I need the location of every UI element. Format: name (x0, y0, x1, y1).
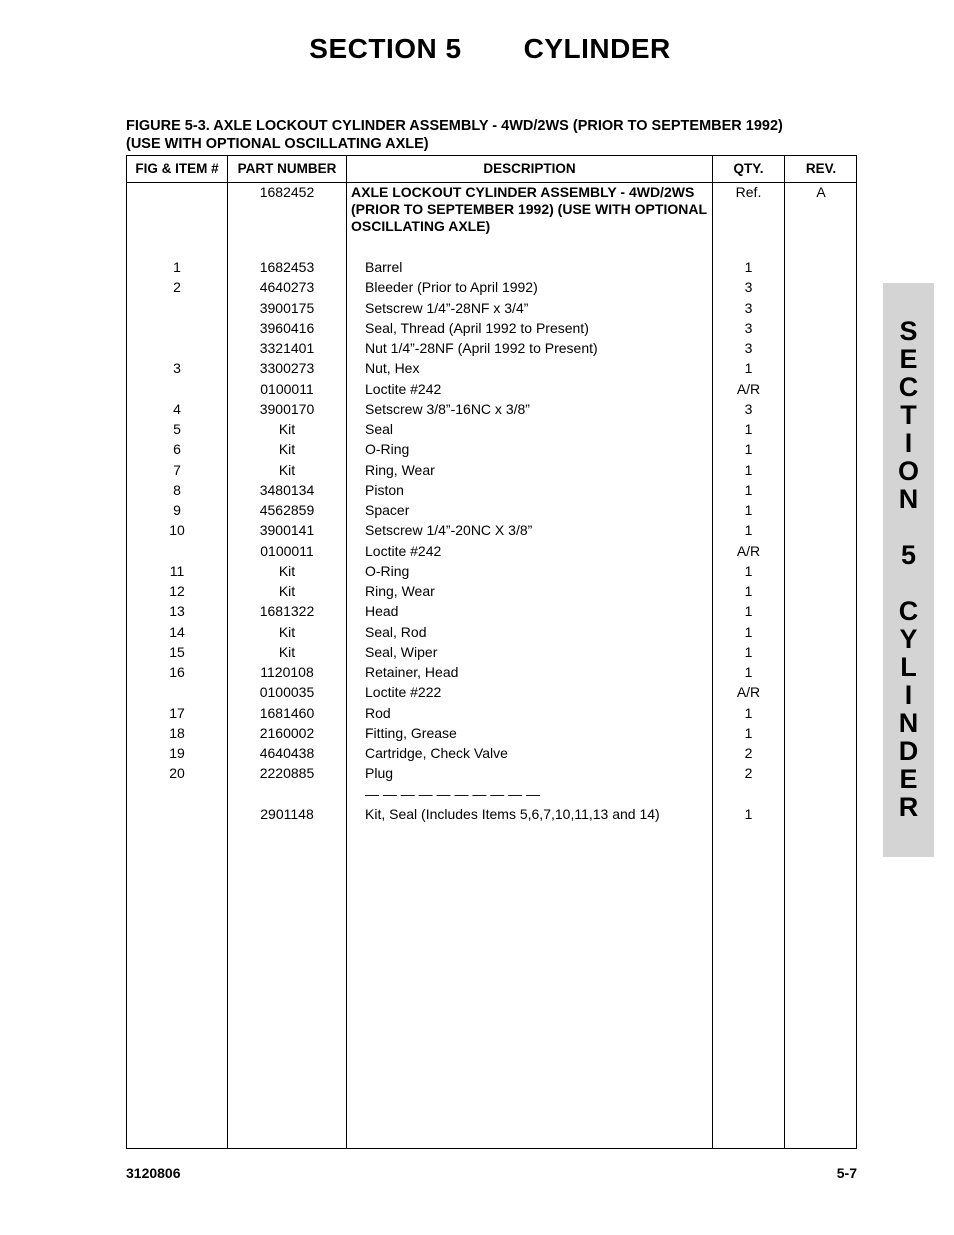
fig-item-cell: 17 (169, 705, 185, 721)
fig-item-cell: 20 (169, 765, 185, 781)
qty-cell: 1 (744, 360, 753, 376)
side-tab-letter: O (897, 456, 919, 486)
fig-item-cell: 7 (173, 462, 181, 478)
part-number-cell: Kit (278, 583, 296, 599)
assembly-description: AXLE LOCKOUT CYLINDER ASSEMBLY - 4WD/2WS (PRIOR TO SEPTEMBER 1992) (USE WITH OPTIONAL OSCILLATING AXLE) (351, 184, 707, 234)
description-cell: Head (365, 603, 399, 619)
part-number-cell: Kit (278, 421, 296, 437)
description-cell: Fitting, Grease (365, 725, 457, 741)
side-tab-letter: R (898, 792, 919, 822)
document-number: 3120806 (126, 1165, 181, 1181)
description-cell: Setscrew 3/8”-16NC x 3/8” (365, 401, 530, 417)
description-cell: Seal, Rod (365, 624, 427, 640)
part-number-cell: Kit (278, 563, 296, 579)
parts-table (126, 155, 857, 1149)
side-tab-letter: T (900, 400, 917, 430)
side-tab-letter: E (899, 344, 918, 374)
part-number-cell: 3900175 (259, 300, 315, 316)
figure-title (126, 117, 866, 153)
column-divider (346, 156, 347, 1148)
qty-cell: 3 (744, 279, 753, 295)
side-tab-letter: E (899, 764, 918, 794)
description-cell: Spacer (365, 502, 410, 518)
description-cell: Setscrew 1/4”-28NF x 3/4” (365, 300, 529, 316)
description-cell: — — — — — — — — — — (365, 786, 541, 802)
header-description: DESCRIPTION (483, 161, 576, 176)
figure-title-line-2: (USE WITH OPTIONAL OSCILLATING AXLE) (126, 136, 429, 152)
section-side-tab (883, 283, 934, 857)
part-number-cell: 4562859 (259, 502, 315, 518)
qty-cell: A/R (736, 381, 761, 397)
part-number-cell: 3960416 (259, 320, 315, 336)
fig-item-cell: 6 (173, 441, 181, 457)
part-number-cell: 0100035 (259, 684, 315, 700)
fig-item-cell: 10 (169, 522, 185, 538)
column-divider (784, 156, 785, 1148)
qty-cell: 1 (744, 502, 753, 518)
section-name: CYLINDER (523, 33, 671, 64)
fig-item-cell: 4 (173, 401, 181, 417)
part-number-cell: 1681322 (259, 603, 315, 619)
description-cell: Setscrew 1/4”-20NC X 3/8” (365, 522, 533, 538)
part-number-cell: Kit (278, 441, 296, 457)
part-number-cell: 4640273 (259, 279, 315, 295)
qty-cell: 1 (744, 259, 753, 275)
qty-cell: 3 (744, 340, 753, 356)
qty-cell: 1 (744, 441, 753, 457)
qty-cell: 1 (744, 705, 753, 721)
side-tab-letter: N (898, 484, 919, 514)
description-cell: O-Ring (365, 441, 410, 457)
header-item: FIG & ITEM # (135, 161, 219, 176)
description-cell: Cartridge, Check Valve (365, 745, 508, 761)
qty-cell: 1 (744, 522, 753, 538)
section-title (0, 33, 954, 65)
fig-item-cell: 13 (169, 603, 185, 619)
description-cell: Piston (365, 482, 404, 498)
fig-item-cell: 3 (173, 360, 181, 376)
header-divider (127, 182, 856, 183)
part-number-cell: 2160002 (259, 725, 315, 741)
description-cell: Retainer, Head (365, 664, 459, 680)
description-cell: Seal, Wiper (365, 644, 438, 660)
fig-item-cell: 9 (173, 502, 181, 518)
assembly-part-number: 1682452 (259, 184, 315, 200)
header-part-number: PART NUMBER (237, 161, 337, 176)
description-cell: Nut, Hex (365, 360, 420, 376)
description-cell: Seal (365, 421, 394, 437)
part-number-cell: 3300273 (259, 360, 315, 376)
header-qty: QTY. (733, 161, 764, 176)
qty-cell: 1 (744, 664, 753, 680)
side-tab-letter: D (898, 736, 919, 766)
part-number-cell: 1682453 (259, 259, 315, 275)
qty-cell: 1 (744, 644, 753, 660)
fig-item-cell: 14 (169, 624, 185, 640)
side-tab-letter: S (899, 316, 918, 346)
description-cell: Loctite #242 (365, 543, 442, 559)
description-cell: O-Ring (365, 563, 410, 579)
part-number-cell: 2220885 (259, 765, 315, 781)
figure-title-line-1: FIGURE 5-3. AXLE LOCKOUT CYLINDER ASSEMBLY - 4WD/2WS (PRIOR TO SEPTEMBER 1992) (126, 118, 783, 134)
part-number-cell: 3321401 (259, 340, 315, 356)
qty-cell: 1 (744, 482, 753, 498)
qty-cell: 1 (744, 624, 753, 640)
fig-item-cell: 2 (173, 279, 181, 295)
fig-item-cell: 8 (173, 482, 181, 498)
part-number-cell: Kit (278, 644, 296, 660)
part-number-cell: 0100011 (260, 543, 314, 559)
description-cell: Seal, Thread (April 1992 to Present) (365, 320, 589, 336)
qty-cell: 3 (744, 401, 753, 417)
part-number-cell: 4640438 (259, 745, 315, 761)
side-tab-letter: N (898, 708, 919, 738)
description-cell: Bleeder (Prior to April 1992) (365, 279, 538, 295)
qty-cell: 1 (744, 563, 753, 579)
qty-cell: 2 (744, 745, 753, 761)
part-number-cell: Kit (278, 624, 296, 640)
qty-cell: 1 (744, 603, 753, 619)
fig-item-cell: 11 (169, 563, 185, 579)
description-cell: Ring, Wear (365, 462, 435, 478)
part-number-cell: 2901148 (260, 806, 314, 822)
fig-item-cell: 5 (173, 421, 181, 437)
qty-cell: A/R (736, 543, 761, 559)
part-number-cell: 3900170 (259, 401, 315, 417)
assembly-qty: Ref. (735, 184, 762, 200)
side-tab-letter: I (904, 680, 913, 710)
description-cell: Loctite #222 (365, 684, 442, 700)
qty-cell: 1 (744, 583, 753, 599)
description-cell: Plug (365, 765, 394, 781)
qty-cell: 1 (744, 421, 753, 437)
part-number-cell: 1120108 (260, 664, 314, 680)
qty-cell: 1 (744, 806, 753, 822)
part-number-cell: Kit (278, 462, 296, 478)
part-number-cell: 3480134 (259, 482, 315, 498)
qty-cell: 3 (744, 320, 753, 336)
side-tab-letter: C (898, 596, 919, 626)
qty-cell: 1 (744, 725, 753, 741)
side-tab-letter: C (898, 372, 919, 402)
part-number-cell: 3900141 (259, 522, 315, 538)
qty-cell: 2 (744, 765, 753, 781)
description-cell: Loctite #242 (365, 381, 442, 397)
qty-cell: A/R (736, 684, 761, 700)
side-tab-letter: 5 (900, 540, 917, 570)
fig-item-cell: 12 (169, 583, 185, 599)
side-tab-letter: I (904, 428, 913, 458)
header-rev: REV. (805, 161, 837, 176)
page-number: 5-7 (836, 1165, 857, 1181)
part-number-cell: 1681460 (259, 705, 315, 721)
side-tab-letter: Y (899, 624, 918, 654)
assembly-rev: A (816, 184, 826, 200)
fig-item-cell: 1 (173, 259, 181, 275)
qty-cell: 3 (744, 300, 753, 316)
fig-item-cell: 19 (169, 745, 185, 761)
fig-item-cell: 16 (169, 664, 185, 680)
side-tab-letter: L (900, 652, 917, 682)
fig-item-cell: 18 (169, 725, 185, 741)
description-cell: Kit, Seal (Includes Items 5,6,7,10,11,13 and 14) (365, 806, 660, 822)
section-number: SECTION 5 (309, 33, 462, 64)
description-cell: Nut 1/4”-28NF (April 1992 to Present) (365, 340, 598, 356)
part-number-cell: 0100011 (260, 381, 314, 397)
description-cell: Ring, Wear (365, 583, 435, 599)
description-cell: Rod (365, 705, 391, 721)
fig-item-cell: 15 (169, 644, 185, 660)
qty-cell: 1 (744, 462, 753, 478)
description-cell: Barrel (365, 259, 403, 275)
